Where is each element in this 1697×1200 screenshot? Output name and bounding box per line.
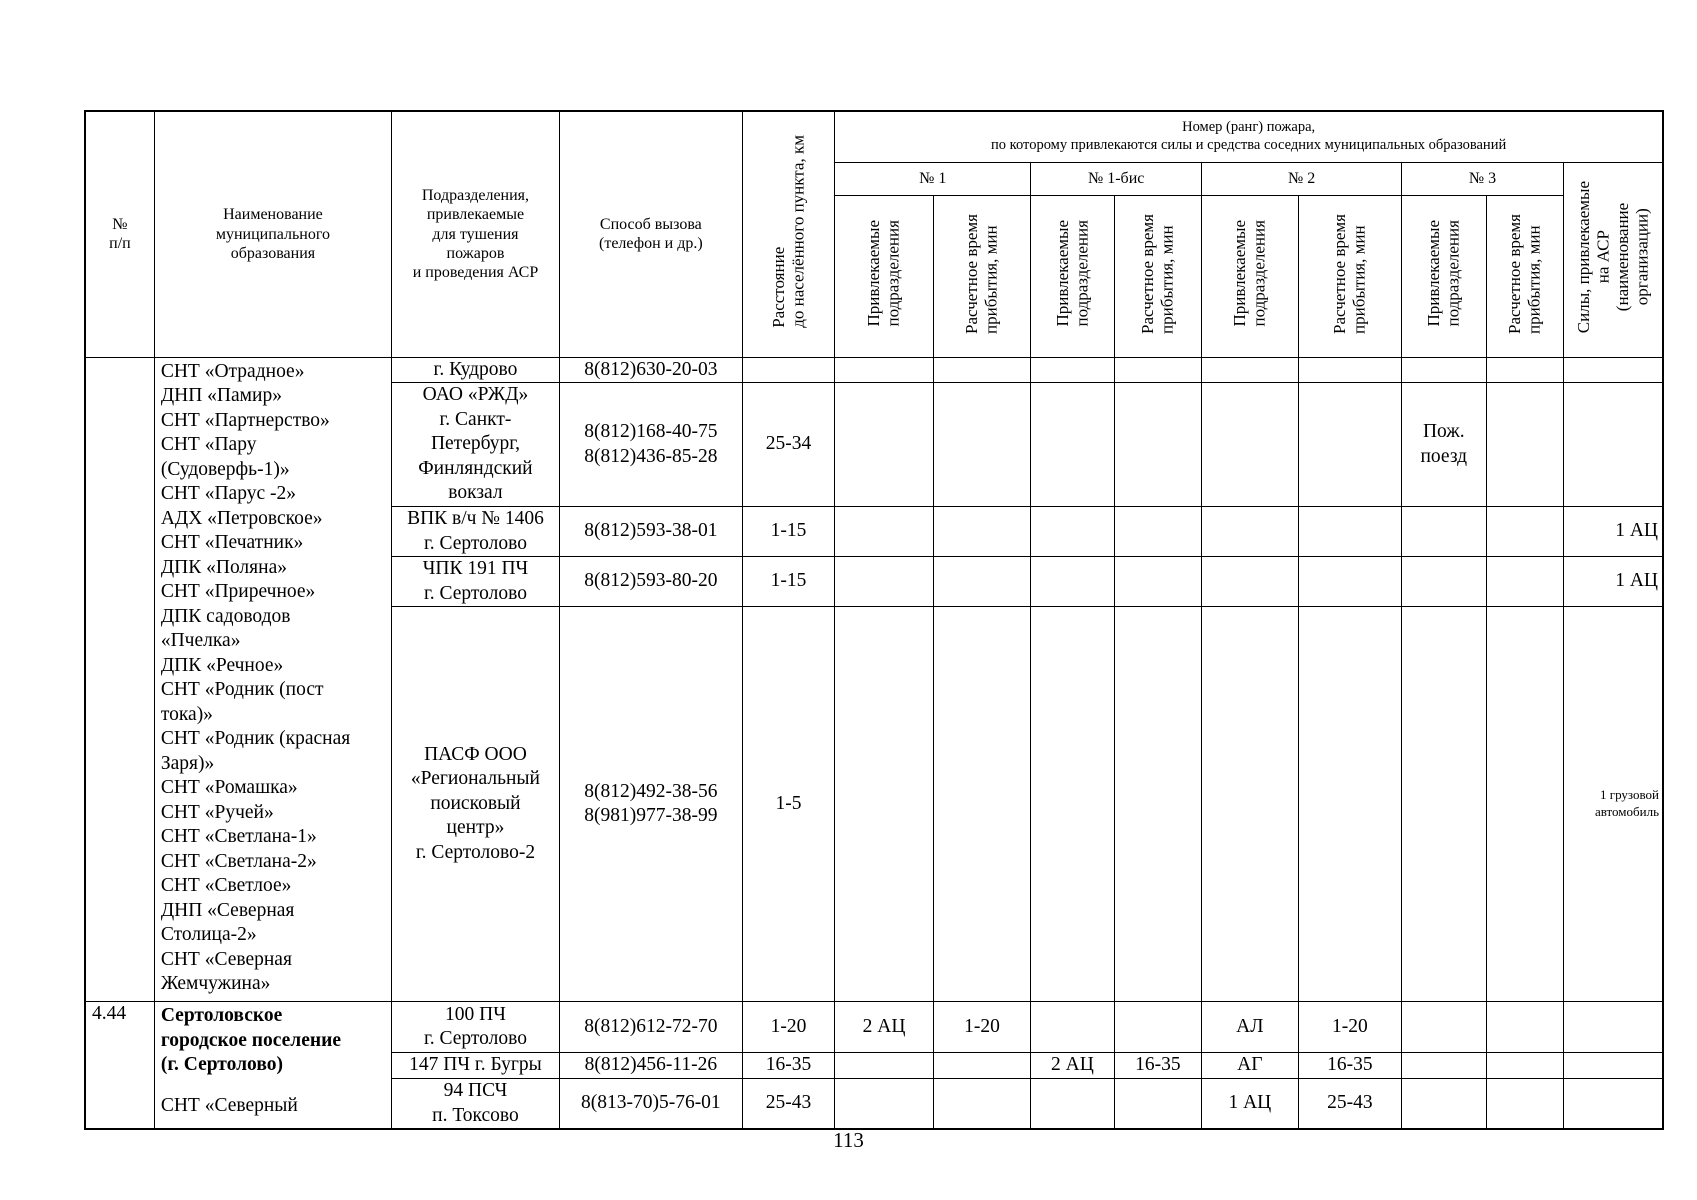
cell-dist: 1-20 <box>742 1002 834 1053</box>
header-units: Подразделения, привлекаемые для тушения пожаров и проведения АСР <box>392 111 560 357</box>
cell-num-empty <box>85 357 154 1002</box>
cell-dist: 1-15 <box>742 507 834 557</box>
cell-r1-units: 2 АЦ <box>835 1002 933 1053</box>
cell-r3-units: Пож. поезд <box>1402 383 1486 507</box>
header-r3-time <box>1486 195 1563 357</box>
cell-names-list: СНТ «Отрадное» ДНП «Памир» СНТ «Партнерство» СНТ «Пару (Судоверфь-1)» СНТ «Парус -2» АДХ «Петровское» СНТ «Печатник» ДПК «Поляна» СНТ «Приречное» ДПК садоводов «Пчелка» ДПК «Речное» СНТ «Родник (пост тока)» СНТ «Родник (красная Заря)» СНТ «Ромашка» СНТ «Ручей» СНТ «Светлана-1» СНТ «Светлана-2» СНТ «Светлое» ДНП «Северная Столица-2» СНТ «Северная Жемчужина» <box>154 357 391 1002</box>
cell-unit: г. Кудрово <box>392 357 560 383</box>
cell-asr: 1 грузовой автомобиль <box>1563 607 1663 1002</box>
header-r2-units <box>1202 195 1298 357</box>
header-asr <box>1563 162 1663 357</box>
header-r1b-time <box>1114 195 1201 357</box>
cell-phone: 8(812)456-11-26 <box>559 1053 742 1079</box>
cell-dist: 1-5 <box>742 607 834 1002</box>
header-r1b-time-text: Расчетное время прибытия, мин <box>1138 213 1177 334</box>
header-r3-units-text: Привлекаемые подразделения <box>1424 220 1463 327</box>
cell-phone: 8(812)168-40-75 8(812)436-85-28 <box>559 383 742 507</box>
cell-unit: 147 ПЧ г. Бугры <box>392 1053 560 1079</box>
cell-r1b-units <box>1031 1079 1114 1130</box>
cell-phone: 8(812)593-38-01 <box>559 507 742 557</box>
cell-unit: ОАО «РЖД» г. Санкт- Петербург, Финляндский вокзал <box>392 383 560 507</box>
header-r1-units <box>835 195 933 357</box>
cell-phone: 8(812)612-72-70 <box>559 1002 742 1053</box>
cell-phone: 8(812)492-38-56 8(981)977-38-99 <box>559 607 742 1002</box>
section-name: Сертоловское городское поселение (г. Сертолово) <box>160 1005 342 1075</box>
cell-asr: 1 АЦ <box>1563 507 1663 557</box>
header-distance-text: Расстояние до населённого пункта, км <box>768 135 808 329</box>
cell-dist: 25-43 <box>742 1079 834 1130</box>
header-rank1bis: № 1-бис <box>1031 162 1202 195</box>
header-r1b-units-text: Привлекаемые подразделения <box>1052 220 1092 327</box>
header-r1b-units <box>1031 195 1114 357</box>
cell-unit: 94 ПСЧ п. Токсово <box>392 1079 560 1130</box>
header-r2-units-text: Привлекаемые подразделения <box>1230 220 1269 327</box>
cell-r1-time <box>933 1053 1030 1079</box>
header-num: № п/п <box>85 111 154 357</box>
header-row-1 <box>85 111 1663 162</box>
table-row <box>85 1002 1663 1053</box>
cell-r1-time: 1-20 <box>933 1002 1030 1053</box>
cell-r1-units <box>835 1053 933 1079</box>
header-r2-time <box>1298 195 1402 357</box>
cell-r1b-time <box>1114 1002 1201 1053</box>
cell-phone: 8(813-70)5-76-01 <box>559 1079 742 1130</box>
cell-unit: 100 ПЧ г. Сертолово <box>392 1002 560 1053</box>
header-r3-time-text: Расчетное время прибытия, мин <box>1505 213 1544 334</box>
cell-r1b-units: 2 АЦ <box>1031 1053 1114 1079</box>
cell-dist: 1-15 <box>742 557 834 607</box>
cell-r2-units: АЛ <box>1202 1002 1298 1053</box>
header-r2-time-text: Расчетное время прибытия, мин <box>1330 213 1369 334</box>
fire-units-table <box>84 110 1664 1130</box>
section-name-extra: СНТ «Северный <box>160 1094 298 1116</box>
cell-r2-time: 25-43 <box>1298 1079 1402 1130</box>
table-row <box>85 357 1663 383</box>
cell-unit: ПАСФ ООО «Региональный поисковый центр» г. Сертолово-2 <box>392 607 560 1002</box>
cell-dist <box>742 357 834 383</box>
header-rank-title: Номер (ранг) пожара, по которому привлекаются силы и средства соседних муниципальных образований <box>835 111 1663 162</box>
header-rank2: № 2 <box>1202 162 1402 195</box>
cell-section-num: 4.44 <box>85 1002 154 1130</box>
cell-dist: 16-35 <box>742 1053 834 1079</box>
cell-phone: 8(812)593-80-20 <box>559 557 742 607</box>
cell-r2-time: 1-20 <box>1298 1002 1402 1053</box>
header-r1-time <box>933 195 1030 357</box>
cell-r1b-time: 16-35 <box>1114 1053 1201 1079</box>
cell-r1b-units <box>1031 1002 1114 1053</box>
header-name: Наименование муниципального образования <box>154 111 391 357</box>
cell-dist: 25-34 <box>742 383 834 507</box>
cell-r1b-time <box>1114 1079 1201 1130</box>
header-call: Способ вызова (телефон и др.) <box>559 111 742 357</box>
cell-r2-units: АГ <box>1202 1053 1298 1079</box>
header-r1-time-text: Расчетное время прибытия, мин <box>962 213 1001 334</box>
cell-phone: 8(812)630-20-03 <box>559 357 742 383</box>
page-number: 113 <box>833 1128 864 1152</box>
header-r1-units-text: Привлекаемые подразделения <box>864 220 903 327</box>
cell-r2-units: 1 АЦ <box>1202 1079 1298 1130</box>
header-asr-text: Силы, привлекаемые на АСР (наименование организации) <box>1573 180 1652 334</box>
cell-r1-time <box>933 1079 1030 1130</box>
cell-asr: 1 АЦ <box>1563 557 1663 607</box>
cell-unit: ЧПК 191 ПЧ г. Сертолово <box>392 557 560 607</box>
header-rank3: № 3 <box>1402 162 1564 195</box>
header-rank1: № 1 <box>835 162 1031 195</box>
cell-r2-time: 16-35 <box>1298 1053 1402 1079</box>
cell-unit: ВПК в/ч № 1406 г. Сертолово <box>392 507 560 557</box>
header-distance <box>742 111 834 357</box>
header-r3-units <box>1402 195 1486 357</box>
cell-r1-units <box>835 1079 933 1130</box>
cell-section-name <box>154 1002 391 1130</box>
